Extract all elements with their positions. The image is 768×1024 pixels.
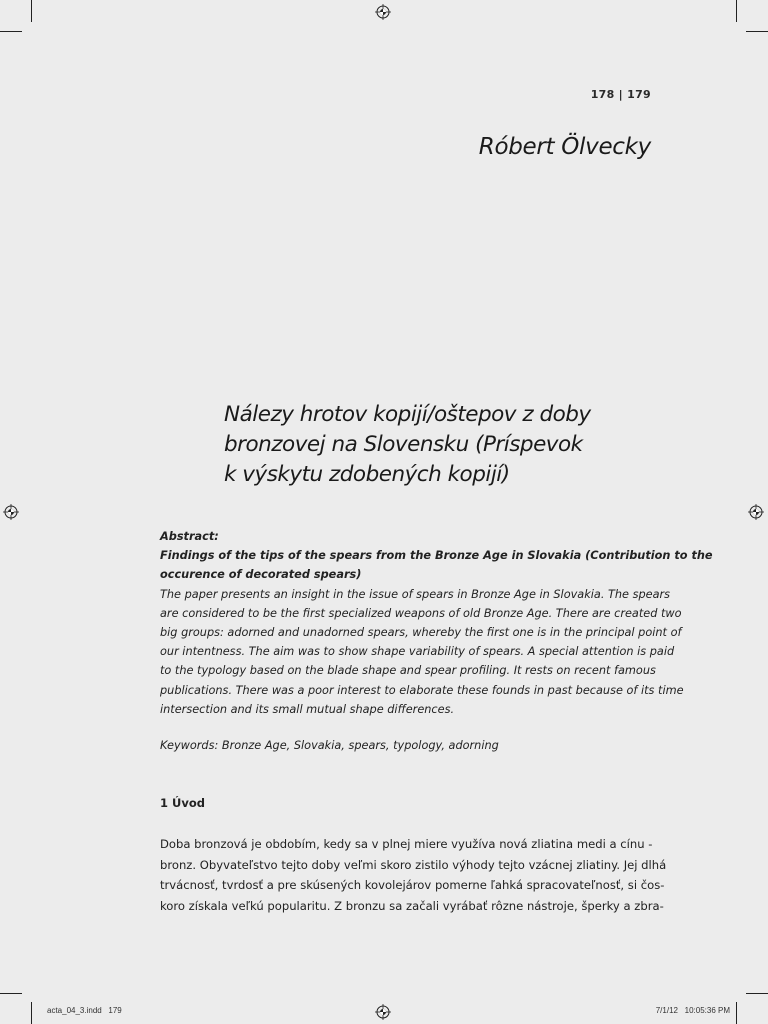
slug-file-info: acta_04_3.indd 179 [47, 1006, 122, 1015]
author-name: Róbert Ölvecky [478, 134, 651, 160]
abstract [160, 527, 713, 719]
abstract-body-line: big groups: adorned and unadorned spears, whereby the first one is in the principal point of [160, 626, 682, 640]
crop-mark-top-left-v [31, 0, 32, 22]
title-line: k výskytu zdobených kopijí) [224, 462, 510, 487]
crop-mark-bottom-left-h [0, 993, 22, 994]
title-line: bronzovej na Slovensku (Príspevok [224, 432, 583, 457]
abstract-heading: Abstract: [160, 530, 219, 543]
keywords: Keywords: Bronze Age, Slovakia, spears, typology, adorning [160, 739, 499, 752]
slug-timestamp: 7/1/12 10:05:36 PM [655, 1006, 730, 1015]
body-line: Doba bronzová je obdobím, kedy sa v plnej miere využíva nová zliatina medi a cínu - [160, 837, 653, 851]
section-body [160, 834, 667, 916]
registration-mark-icon [375, 1004, 391, 1020]
body-line: trvácnosť, tvrdosť a pre skúsených kovolejárov pomerne ľahká spracovateľnosť, si čos- [160, 878, 665, 892]
section-heading: 1 Úvod [160, 796, 205, 810]
crop-mark-bottom-left-v [31, 1002, 32, 1024]
abstract-body-line: The paper presents an insight in the issue of spears in Bronze Age in Slovakia. The spears [160, 587, 671, 601]
registration-mark-icon [748, 504, 764, 520]
abstract-english-title-line: occurence of decorated spears) [160, 568, 362, 582]
body-line: koro získala veľkú popularitu. Z bronzu sa začali vyrábať rôzne nástroje, šperky a zbra- [160, 898, 664, 913]
crop-mark-bottom-right-v [736, 1002, 737, 1024]
crop-mark-top-right-v [736, 0, 737, 22]
crop-mark-bottom-right-h [746, 993, 768, 994]
page-numbers: 178 | 179 [590, 88, 651, 101]
crop-mark-top-left-h [0, 31, 22, 32]
registration-mark-icon [3, 504, 19, 520]
abstract-body-line: publications. There was a poor interest to elaborate these founds in past because of its time [160, 683, 684, 697]
title-line: Nálezy hrotov kopijí/oštepov z doby [224, 402, 591, 427]
abstract-body-line: are considered to be the first specialized weapons of old Bronze Age. There are created two [160, 606, 682, 620]
abstract-body-line: intersection and its small mutual shape differences. [160, 702, 455, 716]
registration-mark-icon [375, 4, 391, 20]
article-title [224, 400, 664, 490]
abstract-body-line: to the typology based on the blade shape and spear profiling. It rests on recent famous [160, 664, 656, 678]
body-line: bronz. Obyvateľstvo tejto doby veľmi skoro zistilo výhody tejto vzácnej zliatiny. Jej dlhá [160, 857, 667, 872]
abstract-body-line: our intentness. The aim was to show shape variability of spears. A special attention is paid [160, 645, 675, 659]
abstract-english-title-line: Findings of the tips of the spears from the Bronze Age in Slovakia (Contribution to the [160, 549, 713, 563]
crop-mark-top-right-h [746, 31, 768, 32]
